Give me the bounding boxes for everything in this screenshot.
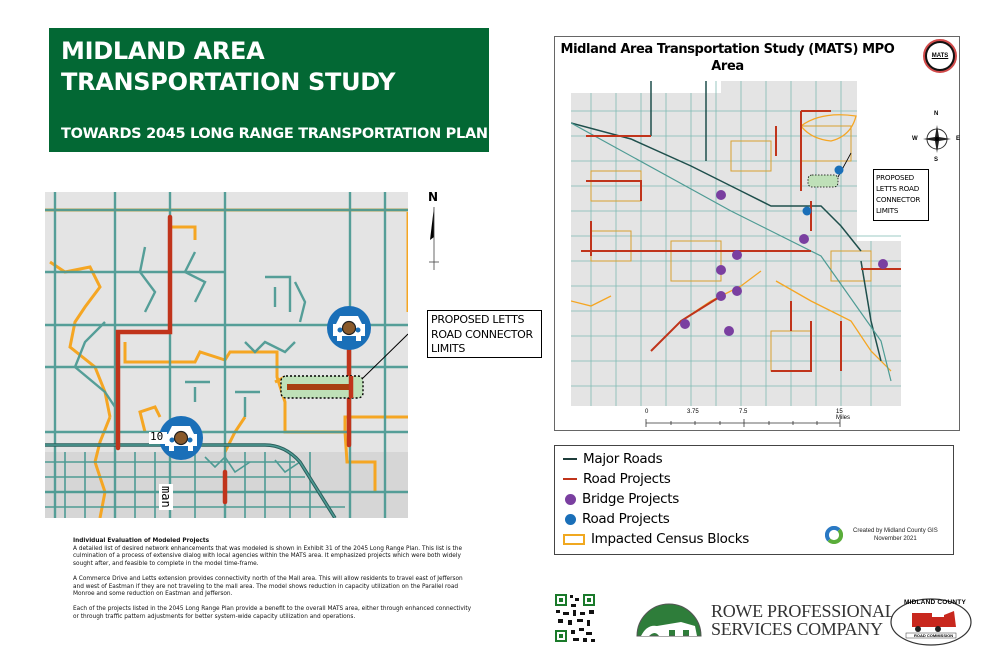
legend-label: Bridge Projects (582, 491, 680, 507)
bridge-icon (565, 494, 576, 505)
midland-county-road-commission-logo (890, 597, 972, 647)
qr-code-icon[interactable] (553, 592, 597, 644)
route-shield-label: 10 (150, 430, 164, 443)
census-block-icon (563, 534, 585, 545)
callout-line: LETTS ROAD (876, 184, 920, 193)
mats-logo (923, 39, 957, 73)
scale-tick-label: 0 (645, 409, 649, 415)
legend-label: Major Roads (583, 451, 663, 467)
narrative-text (73, 538, 473, 629)
legend-item-road-projects-line (563, 469, 671, 489)
callout-line: LIMITS (876, 206, 899, 215)
callout-line: CONNECTOR (876, 195, 921, 204)
rowe-emblem-icon (635, 600, 703, 640)
overview-title-line-1: Midland Area Transportation Study (MATS) MPO (560, 42, 895, 57)
rowe-line-2: SERVICES COMPANY (711, 619, 883, 639)
road-projects-line-icon (563, 478, 577, 480)
legend-item-road-projects-icon (563, 509, 670, 529)
legend-item-bridge-projects (563, 489, 679, 509)
scale-tick-label: 3.75 (687, 409, 699, 415)
credit-line-2: November 2021 (874, 536, 917, 542)
midland-gis-logo-icon (825, 526, 843, 544)
compass-n: N (934, 111, 939, 117)
legend (554, 445, 954, 555)
mcrc-bottom-text: ROAD COMMISSION (914, 633, 954, 638)
scale-bar (643, 409, 851, 429)
detail-map (45, 192, 408, 518)
legend-label: Impacted Census Blocks (591, 531, 750, 547)
legend-label: Road Projects (582, 511, 670, 527)
letts-connector-callout (427, 310, 542, 358)
mcrc-top-text: MIDLAND COUNTY (904, 599, 967, 606)
title-line-1: MIDLAND AREA (61, 37, 265, 65)
overview-map-frame (554, 36, 960, 431)
gis-credit (825, 526, 938, 544)
narrative-paragraph: A Commerce Drive and Letts extension provides connectivity north of the Mall area. This will allow residents to travel east of Jefferson and west of Eastman if they are not traveling to the mall area. The model shows reduction in capacity utilization on the Parallel road Monroe and some reduction on Eastman and Jefferson. (73, 575, 463, 598)
north-arrow (424, 190, 444, 270)
car-icon (565, 514, 576, 525)
major-roads-line-icon (563, 458, 577, 460)
callout-line: PROPOSED (876, 173, 915, 182)
legend-label: Road Projects (583, 471, 671, 487)
callout-line: ROAD CONNECTOR (431, 327, 533, 341)
callout-line: LIMITS (431, 342, 466, 355)
title-line-2: TRANSPORTATION STUDY (61, 68, 396, 96)
compass-s: S (934, 157, 939, 163)
callout-line: PROPOSED LETTS (431, 313, 525, 326)
narrative-paragraph: Each of the projects listed in the 2045 Long Range Plan provide a benefit to the overall MATS area, either through enhanced connectivity or through traffic pattern adjustments for better system-wide capacity utilization and operations. (73, 606, 472, 620)
overview-map-title (555, 41, 900, 75)
compass-e: E (956, 136, 961, 142)
street-label: man (159, 486, 173, 508)
rowe-logo (635, 600, 895, 640)
mats-logo-text: MATS (931, 53, 949, 59)
overview-map-graphic (571, 81, 901, 406)
compass-w: W (912, 136, 918, 142)
credit-line-1: Created by Midland County GIS (853, 528, 938, 534)
overview-title-line-2: Area (711, 59, 744, 74)
north-label: N (428, 190, 439, 204)
scale-tick-label: 7.5 (739, 409, 748, 415)
subtitle: TOWARDS 2045 LONG RANGE TRANSPORTATION PLAN (61, 126, 488, 142)
legend-item-major-roads (563, 449, 662, 469)
rowe-line-1: ROWE PROFESSIONAL (711, 601, 896, 621)
scale-tick-label: 15 Miles (836, 409, 851, 421)
narrative-paragraph: A detailed list of desired network enhancements that was modeled is shown in Exhibit 31 of the 2045 Long Range Plan. This list is the culmination of a process of extensive dialog with local agencies within the MATS area. It emphasized projects which were both widely sought after, and feasible to complete in the model time-frame. (73, 545, 463, 567)
road-project-icon (327, 306, 371, 350)
narrative-heading: Individual Evaluation of Modeled Projects (73, 538, 210, 544)
title-banner (49, 28, 489, 152)
legend-item-census-blocks (563, 529, 749, 549)
detail-map-graphic (45, 192, 408, 518)
overview-letts-callout (873, 169, 929, 221)
